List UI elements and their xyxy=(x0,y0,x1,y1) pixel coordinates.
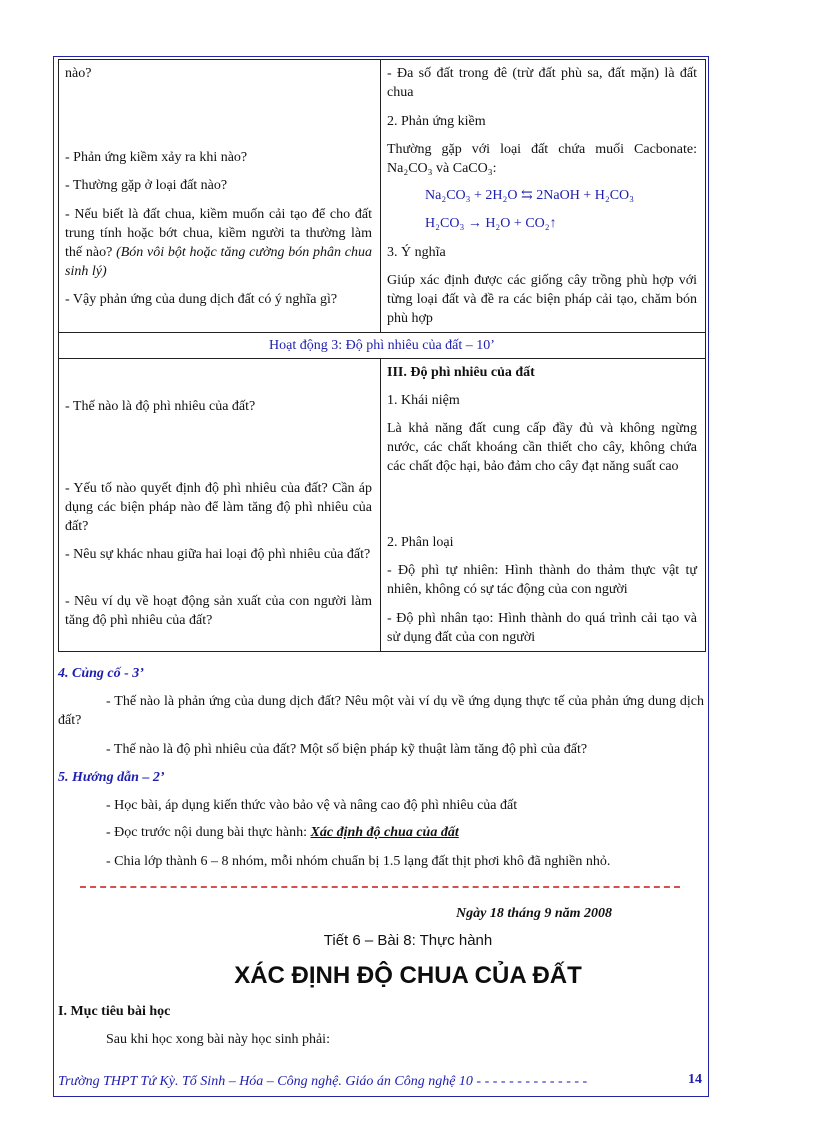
content-heading: 1. Khái niệm xyxy=(387,393,460,408)
question-text: nào? xyxy=(65,66,92,81)
content-text: - Độ phì tự nhiên: Hình thành do thảm thực vật tự nhiên, không có sự tác động của con người xyxy=(387,563,697,597)
guide-item: - Học bài, áp dụng kiến thức vào bảo vệ và nâng cao độ phì nhiêu của đất xyxy=(106,798,518,813)
question-text: - Thế nào là độ phì nhiêu của đất? xyxy=(65,399,256,414)
questions-cell xyxy=(59,60,381,332)
objectives-heading: I. Mục tiêu bài học xyxy=(58,1004,171,1019)
question-text: - Thường gặp ở loại đất nào? xyxy=(65,178,228,193)
content-text: - Đa số đất trong đê (trừ đất phù sa, đất mặn) là đất chua xyxy=(387,66,697,100)
question-text: - Yếu tố nào quyết định độ phì nhiêu của đất? Cần áp dụng các biện pháp nào để làm tăng độ phì nhiêu của đất? xyxy=(65,481,372,534)
objectives-text: Sau khi học xong bài này học sinh phải: xyxy=(106,1032,330,1047)
page-number: 14 xyxy=(688,1072,702,1087)
activity-row xyxy=(58,333,706,359)
content-heading: 2. Phản ứng kiềm xyxy=(387,114,486,129)
section-4-heading: 4. Củng cố - 3’ xyxy=(58,666,144,681)
question-text: - Nêu sự khác nhau giữa hai loại độ phì nhiêu của đất? xyxy=(65,547,371,562)
content-cell xyxy=(381,359,705,651)
lesson-date: Ngày 18 tháng 9 năm 2008 xyxy=(456,906,612,921)
section-heading: III. Độ phì nhiêu của đất xyxy=(387,365,535,380)
guide-item: - Đọc trước nội dung bài thực hành: Xác định độ chua của đất xyxy=(106,825,459,840)
content-text: Giúp xác định được các giống cây trồng phù hợp với từng loại đất và đề ra các biện pháp cải tạo, chăm bón phù hợp xyxy=(387,273,697,326)
content-cell xyxy=(381,60,705,332)
lesson-label: Tiết 6 – Bài 8: Thực hành xyxy=(323,932,493,949)
review-item: - Thế nào là độ phì nhiêu của đất? Một số biện pháp kỹ thuật làm tăng độ phì của đất? xyxy=(106,742,588,757)
table-row xyxy=(58,359,706,652)
equation: Na₂CO₃ + 2H₂O ⇆ 2NaOH + H₂CO₃ xyxy=(425,188,635,203)
equation: H₂CO₃ → H₂O + CO₂↑ xyxy=(425,216,557,231)
review-item: - Thế nào là phản ứng của dung dịch đất? Nêu một vài ví dụ về ứng dụng thực tế của phản ứng dung dịch đất? xyxy=(58,694,704,728)
content-heading: 2. Phân loại xyxy=(387,535,454,550)
table-row xyxy=(58,59,706,333)
content-text: Là khả năng đất cung cấp đầy đủ và không ngừng nước, các chất khoáng cần thiết cho cây, không chứa các chất độc hại, bảo đảm cho cây đạt năng suất cao xyxy=(387,421,697,474)
practice-title: Xác định độ chua của đất xyxy=(310,825,459,840)
section-5-heading: 5. Hướng dẫn – 2’ xyxy=(58,770,165,785)
activity-heading: Hoạt động 3: Độ phì nhiêu của đất – 10’ xyxy=(269,338,495,353)
footer: Trường THPT Tứ Kỳ. Tổ Sinh – Hóa – Công nghệ. Giáo án Công nghệ 10 - - - - - - - - - - - - - - xyxy=(58,1074,588,1089)
content-text: Thường gặp với loại đất chứa muối Cacbonate: Na₂CO₃ và CaCO₃: xyxy=(387,142,697,176)
content-heading: 3. Ý nghĩa xyxy=(387,245,446,260)
guide-item: - Chia lớp thành 6 – 8 nhóm, mỗi nhóm chuẩn bị 1.5 lạng đất thịt phơi khô đã nghiền nhỏ. xyxy=(106,854,611,869)
question-text: - Vậy phản ứng của dung dịch đất có ý nghĩa gì? xyxy=(65,292,338,307)
content-text: - Độ phì nhân tạo: Hình thành do quá trình cải tạo và sử dụng đất của con người xyxy=(387,611,697,645)
question-text: - Phản ứng kiềm xảy ra khi nào? xyxy=(65,150,248,165)
questions-cell xyxy=(59,359,381,651)
lesson-title: XÁC ĐỊNH ĐỘ CHUA CỦA ĐẤT xyxy=(234,962,582,989)
lesson-table xyxy=(58,59,706,652)
question-text: - Nêu ví dụ về hoạt động sản xuất của con người làm tăng độ phì nhiêu của đất? xyxy=(65,594,372,628)
separator xyxy=(80,886,680,888)
question-text: - Nếu biết là đất chua, kiềm muốn cải tạo để cho đất trung tính hoặc bớt chua, kiềm người ta thường làm thế nào? (Bón vôi bột hoặc tăng cường bón phân chua sinh lý) xyxy=(65,207,372,279)
